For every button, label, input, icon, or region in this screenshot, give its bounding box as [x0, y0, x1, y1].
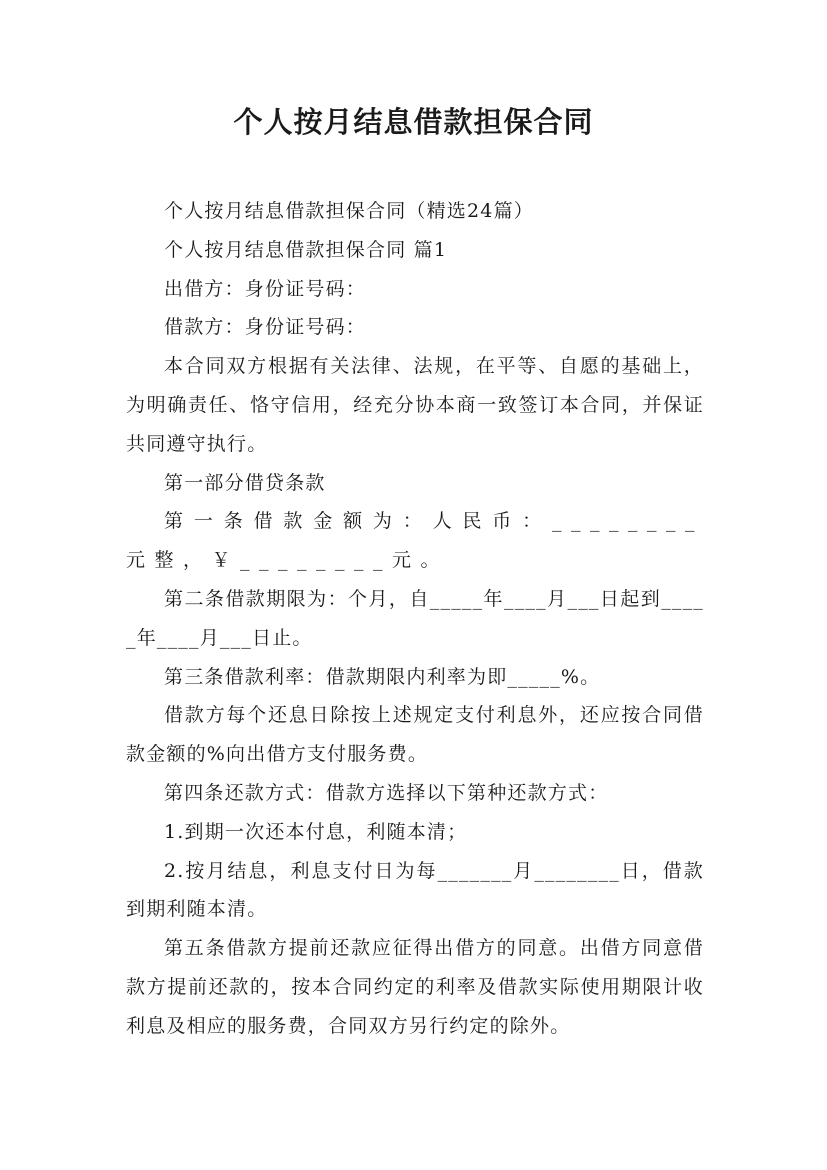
paragraph-article-2: 第二条借款期限为：个月，自_____年____月___日起到_____年____月___日止。: [126, 587, 704, 649]
paragraph-lender: 出借方：身份证号码：: [164, 277, 367, 300]
paragraph-borrower: 借款方：身份证号码：: [164, 316, 367, 339]
document-body: [126, 192, 704, 1046]
paragraph-preamble: 本合同双方根据有关法律、法规，在平等、自愿的基础上，为明确责任、恪守信用，经充分协本商一致签订本合同，并保证共同遵守执行。: [126, 355, 704, 455]
paragraph-subtitle: 个人按月结息借款担保合同（精选24篇）: [164, 200, 534, 222]
paragraph-option-1: 1.到期一次还本付息，利随本清；: [164, 820, 468, 843]
paragraph-article-1: 第一条借款金额为：人民币：________元整，￥________元。: [126, 510, 704, 572]
paragraph-article-5: 第五条借款方提前还款应征得出借方的同意。出借方同意借款方提前还款的，按本合同约定的利率及借款实际使用期限计收利息及相应的服务费，合同双方另行约定的除外。: [126, 937, 704, 1037]
paragraph-option-2: 2.按月结息，利息支付日为每_______月________日，借款到期利随本清。: [126, 859, 704, 921]
paragraph-service-fee: 借款方每个还息日除按上述规定支付利息外，还应按合同借款金额的%向出借方支付服务费。: [126, 704, 704, 766]
paragraph-article-3: 第三条借款利率：借款期限内利率为即_____%。: [164, 665, 601, 688]
paragraph-article-4: 第四条还款方式：借款方选择以下第种还款方式：: [164, 781, 609, 804]
paragraph-section-heading: 个人按月结息借款担保合同 篇1: [164, 238, 448, 261]
paragraph-part-one: 第一部分借贷条款: [164, 471, 326, 494]
document-title: 个人按月结息借款担保合同: [233, 105, 594, 139]
